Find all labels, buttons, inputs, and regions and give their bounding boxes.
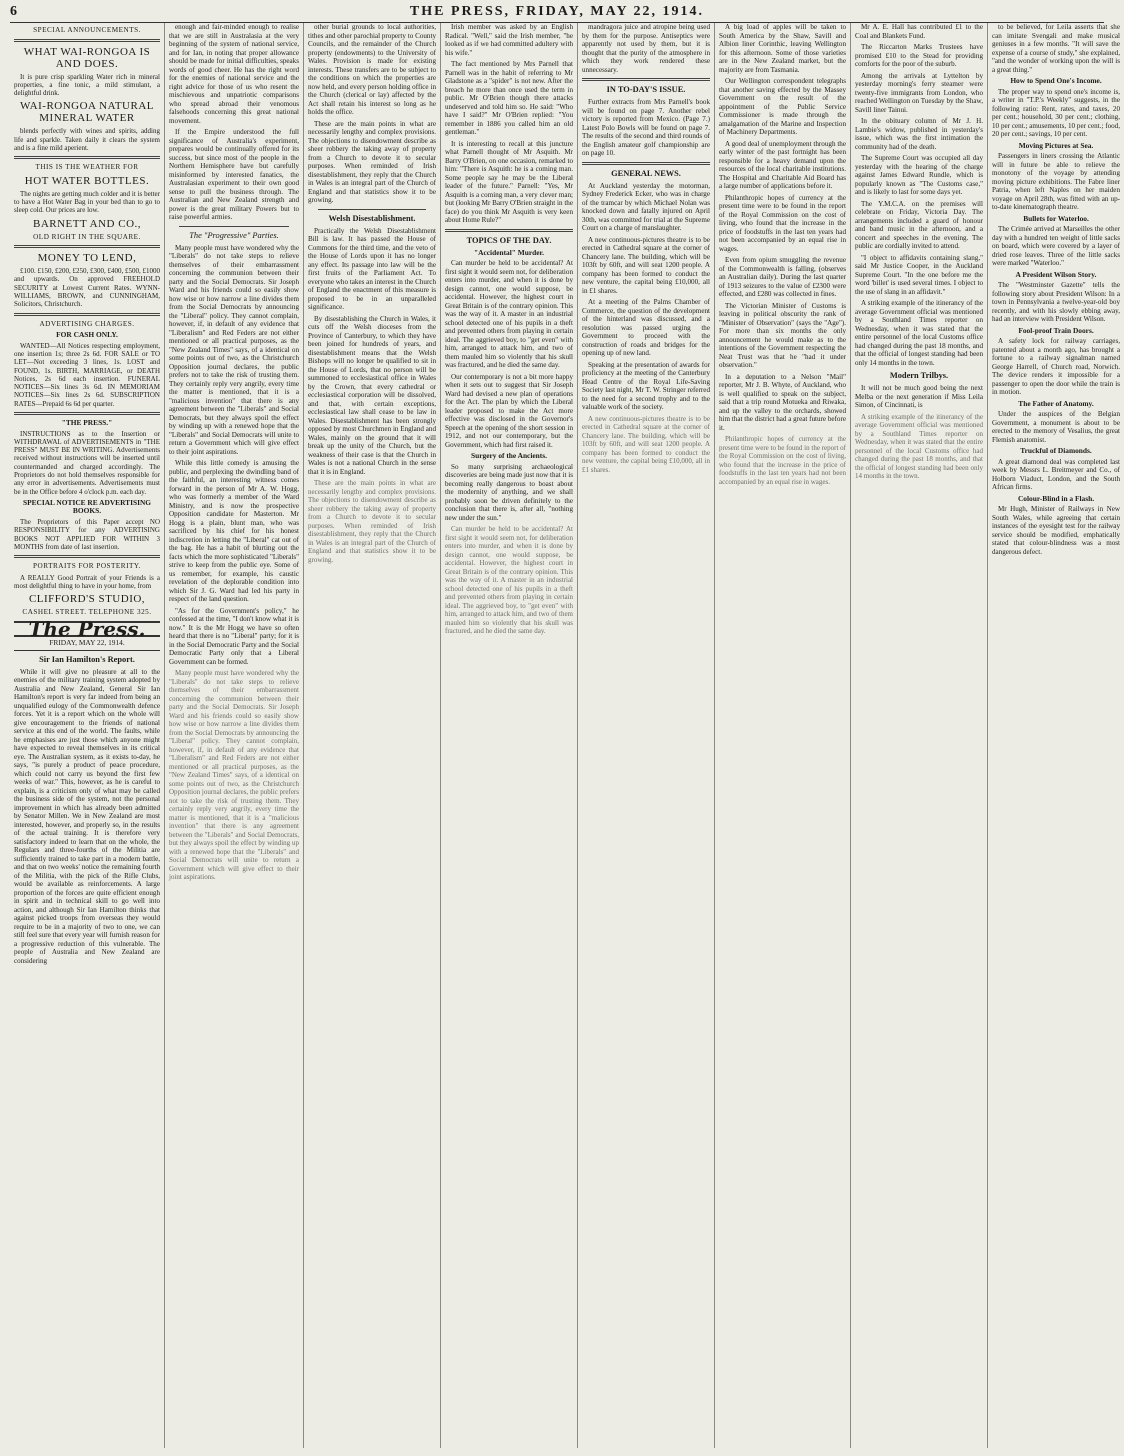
col6-para-7: In a deputation to a Nelson "Mail" reporter, Mr J. B. Whyte, of Auckland, who is well qualified to speak on the subject, said that a trip round Motueka and Riwaka, and up the valley to the orchards, showed him that the district had a great future before it. [719, 372, 846, 432]
col3-para-4: By disestablishing the Church in Wales, it cuts off the Welsh dioceses from the Province of Canterbury, to which they have been joined for hundreds of years, and disestablishment means that the Welsh Bishops will no longer be qualified to sit in the House of Lords, that no person will be summoned to ecclesiastical office in Wales by the Crown, that every cathedral or ecclesiastical corporation will be dissolved, and that, with certain exceptions, ecclesiastical law shall cease to be law in Wales. Disestablishment has been strongly opposed by most Churchmen in England and Wales, mainly on the ground that it will break up the unity of the Church, but the weakness of their case is that the Church in Wales is not a national Church in the sense that it is in England. [308, 314, 436, 476]
wai-rongoa-text: It is pure crisp sparkling Water rich in mineral properties, a fine tonic, a mild stimulant, a delightful drink. [14, 72, 160, 98]
col7-para-7: "I object to affidavits containing slang," said Mr Justice Cooper, in the Auckland Supreme Court. "In the one before me the word 'billet' is used several times. I object to the use of slang in an affidavit." [855, 253, 983, 296]
col6-continued: Philanthropic hopes of currency at the present time were to be found in the report of the Royal Commission on the cost of living, who found that the increase in the price of foodstuffs in the last ten years had not been accompanied by an equal rise in wages. [719, 435, 846, 486]
col2-para-2: If the Empire understood the full significance of Australia's experiment, prepares would be continually offered for its success, but since most of the people in the Northern Hemisphere have but carefully misinformed by interested fanatics, the Australasian experiment to their own good sense to pull the business through. The Australian and New Zealand strength and power is the great military Powers but to raise powerful armies. [169, 128, 299, 221]
advertising-charges-heading: ADVERTISING CHARGES. [39, 319, 135, 328]
column-5 [577, 23, 714, 1448]
col8-para-9: Mr Hugh, Minister of Railways in New South Wales, while agreeing that certain instances of the eyesight test for the railway service should be modified, emphatically stated that colour-blindness was a most dangerous defect. [992, 505, 1120, 556]
portraits-text: A REALLY Good Portrait of your Friends is a most delightful thing to have in your home, from [14, 573, 160, 590]
col3-para-3: Practically the Welsh Disestablishment Bill is law. It has passed the House of Commons for the third time, and the veto of the House of Lords upon it has no longer any effect. Its passage into law will be the first fruits of the Parliament Act. To everyone who takes an interest in the Church of England the enactment of this measure is proposed to be in an unparalleled significance. [308, 226, 436, 311]
col5-para-5: At a meeting of the Palms Chamber of Commerce, the question of the development of the hinterland was discussed, and a resolution was passed urging the Government to proceed with the construction of roads and bridges for the opening up of new land. [582, 298, 710, 357]
col2-para-3: Many people must have wondered why the "Liberals" do not take steps to relieve themselves of their embarrassment concerning the communion between their party and the Social Democrats. Sir Joseph Ward and his friends could so easily show how wise or how narrow a line divides them from the Social Democrats by announcing the "Liberal" policy. They cannot complain, however, if, in default of any evidence that "Liberalism" and Red Feders are not either mentioned or all practical purposes, as the "New Zealand Times" says, of a identical on some points out of two, as the Christchurch Opposition journal declares, the public prefers not to take the risk of trusting them. They certainly reply very angrily, every time the matter is mentioned, that it is a "malicious invention" that there is any agreement between the "Liberals" and Social Democrats, but they always spoil the effect by winding up with a renewed hope that the "Liberals" and Social Democrats will unite to return a Government which will give effect to their joint aspirations. [169, 243, 299, 456]
col3-para-2: These are the main points in what are necessarily lengthy and complex provisions. The objections to disendowment describe as sheer robbery the taking away of property from a Church to devote it to secular purposes. When reminded of Irish disestablishment, they reply that the Church in Wales is an integral part of the Church of England and that statistics show it to be growing. [308, 119, 436, 204]
masthead [10, 4, 1104, 23]
col4-para-4: Can murder be held to be accidental? At first sight it would seem not, for deliberation enters into murder, and when it is done by design cannot, one would suppose, be accidental. However, the highest court in Great Britain is of the contrary opinion. This was the way of it. A master in an industrial school detected one of his pupils in a theft and prevented others from playing in certain ideal. The aggrieved boy, to "get even" with him, arranged to attack him, and two of them mauled him so violently that his skull was fractured, and he died the same day. [445, 259, 573, 369]
col8-para-2: The proper way to spend one's income is, a writer in "T.P.'s Weekly" suggests, in the following ratio: Rent, rates, and taxes, 20 per cent.; household, 30 per cent.; clothing, 10 per cent.; amusements, 10 per cent.; food, 20 per cent.; savings, 10 per cent. [992, 87, 1120, 138]
welsh-disestablishment-heading: Welsh Disestablishment. [328, 213, 416, 223]
col2-continued: Many people must have wondered why the "Liberals" do not take steps to relieve themselves of their embarrassment concerning the communion between their party and the Social Democrats. Sir Joseph Ward and his friends could so easily show how wise or how narrow a line divides them from the Social Democrats by announcing the "Liberal" policy. They cannot complain, however, if, in default of any evidence that "Liberalism" and Red Feders are not either mentioned or all practical purposes, as the "New Zealand Times" says, of a identical on some points out of two, as the Christchurch Opposition journal declares, the public prefers not to take the risk of trusting them. They certainly reply very angrily, every time the matter is mentioned, that it is a "malicious invention" that there is any agreement between the "Liberals" and Social Democrats, but they always spoil the effect by winding up with a renewed hope that the "Liberals" and Social Democrats will unite to return a Government which will give effect to their joint aspirations. [169, 669, 299, 881]
col6-para-2: Our Wellington correspondent telegraphs that another saving effected by the Massey Government on the result of the appointment of the Public Service Commissioner is made through the amalgamation of the Marine and Inspection of Machinery Departments. [719, 77, 846, 136]
col8-para-1: to be believed, for Leila asserts that she can imitate Svengali and make musical geniuses in a few months. "It will save the expense of a course of study," she explained, "and the wonder of working upon the will is a great thing." [992, 23, 1120, 74]
cliffords-address: CASHEL STREET. TELEPHONE 325. [22, 608, 152, 617]
col6-para-5: Even from opium smuggling the revenue of the Commonwealth is falling, (observes an Australian daily). During the last quarter of 1913 seizures to the value of £2300 were effected, and £280 was collected in fines. [719, 256, 846, 298]
col2-para-5: "As for the Government's policy," he confessed at the time, "I don't know what it is now." It is the Mr Hogg we have so often heard that there is no "Liberal" party; for it is in the Social Democratic Party and the Social Democratic Party only that a Liberal Government can be formed. [169, 606, 299, 666]
dateline: FRIDAY, MAY 22, 1914. [14, 639, 160, 651]
spend-income-subhead: How to Spend One's Income. [1010, 76, 1102, 85]
col3-continued: These are the main points in what are necessarily lengthy and complex provisions. The objections to disendowment describe as sheer robbery the taking away of property from a Church to devote it to secular purposes. When reminded of Irish disestablishment, they reply that the Church in Wales is an integral part of the Church of England and that statistics show it to be growing. [308, 479, 436, 564]
wai-rongoa-heading: WHAT WAI-RONGOA IS AND DOES. [23, 45, 151, 70]
col6-para-6: The Victorian Minister of Customs is leaving in political obscurity the rank of "Minister of Observation" (says the "Age"). For more than six months the only announcement he would make as to the intentions of the Government respecting the Neat Trust was that he "had it under observation." [719, 301, 846, 369]
col4-para-1: Irish member was asked by an English Radical. "Well," said the Irish member, "he looked as if we had committed adultery with his wife." [445, 23, 573, 57]
portraits-heading: PORTRAITS FOR POSTERITY. [33, 562, 141, 571]
col6-para-1: A big load of apples will be taken to South America by the Shaw, Savill and Albion liner Corinthic, leaving Wellington for this afternoon. Some of those varieties are in the New Zealand market, but the majority are from Tasmania. [719, 23, 846, 74]
progressive-parties-heading: The "Progressive" Parties. [189, 230, 279, 240]
col4-para-5: Our contemporary is not a bit more happy when it sets out to suggest that Sir Joseph Ward had devised a new plan of operations for the Act. The plan by which the Liberal leader proposed to make the Act more effective was disclosed in the Governor's Speech at the opening of the short session in 1912, and not our contemporary, but the Government, which had first raised it. [445, 372, 573, 449]
col7-para-2: The Riccarton Marks Trustees have promised £10 to the Stead for providing comforts for the poor of the suburb. [855, 43, 983, 68]
money-to-lend-text: £100. £150, £200, £250, £300, £400, £500, £1000 and upwards. On approved FREEHOLD SECURITY at Lowest Current Rates. WYNN-WILLIAMS, BROWN, and CUNNINGHAM, Solicitors, Christchurch. [14, 267, 160, 309]
column-1 [10, 23, 164, 1448]
train-doors-subhead: Fool-proof Train Doors. [1018, 325, 1094, 335]
column-7 [850, 23, 987, 1448]
col7-para-1: Mr A. E. Hall has contributed £1 to the Coal and Blankets Fund. [855, 23, 983, 40]
col3-para-1: other burial grounds to local authorities, tithes and other parochial property to County Councils, and the remainder of the Church property (endowments) to the University of Wales. Provision is made for existing interests. These transfers are to be subject to the conditions on which the properties are now held, and every person holding office in the Church (clerical or lay) affected by the Act shall retain his interest so long as he holds the office. [308, 23, 436, 116]
col7-para-3: Among the arrivals at Lyttelton by yesterday morning's ferry steamer were twenty-five immigrants from London, who reached Wellington on Tuesday by the Shaw, Savill liner Tainui. [855, 71, 983, 114]
cliffords-studio: CLIFFORD'S STUDIO, [28, 593, 146, 606]
barnett-firm: BARNETT AND CO., [32, 217, 142, 230]
wai-rongoa-text-2: blends perfectly with wines and spirits, adding life and sparkle. Taken daily it clears the system and is a fine mild aperient. [14, 127, 160, 152]
col5-para-3: At Auckland yesterday the motorman, Sydney Frederick Ecker, who was in charge of the tramcar by which Michael Nolan was knocked down and fatally injured on April 30th, was committed for trial at the Supreme Court on a charge of manslaughter. [582, 181, 710, 232]
father-anatomy-subhead: The Father of Anatomy. [1018, 398, 1094, 408]
col5-continued: A new continuous-pictures theatre is to be erected in Cathedral square at the corner of Chancery lane. The building, which will be 103ft by 60ft, and will seat 1200 people. A company has been formed to conduct the new venture, the capital being £10,000, all in £1 shares. [582, 414, 710, 474]
col6-para-4: Philanthropic hopes of currency at the present time were to be found in the report of the Royal Commission on the cost of living, who found that the increase in the price of foodstuffs in the last ten years had not been accompanied by an equal rise in wages. [719, 193, 846, 253]
col4-continued: Can murder be held to be accidental? At first sight it would seem not, for deliberation enters into murder, and when it is done by design cannot, one would suppose, be accidental. However, the highest court in Great Britain is of the contrary opinion. This was the way of it. A master in an industrial school detected one of his pupils in a theft and prevented others from playing in certain ideal. The aggrieved boy, to "get even" with him, arranged to attack him, and two of them mauled him so violently that his skull was fractured, and he died the same day. [445, 525, 573, 635]
colour-blind-subhead: Colour-Blind in a Flash. [1017, 493, 1095, 503]
the-press-banner: The Press. [14, 621, 160, 638]
advertising-charges-text: WANTED—All Notices respecting employment, one insertion 1s; three 2s 6d. FOR SALE or TO LET—Not exceeding 3 lines, 1s. LOST and FOUND, 1s. BIRTH, MARRIAGE, or DEATH Notices, 2s 6d each insertion. FUNERAL NOTICES—Six lines 3s 6d. IN MEMORIAM NOTICES—Six lines 2s 6d. SUBSCRIPTION RATES—Prepaid 6s 6d per quarter. [14, 341, 160, 408]
col8-para-8: A great diamond deal was completed last week by Messrs L. Breitmeyer and Co., of Holborn Viaduct, London, and the South African firms. [992, 457, 1120, 491]
col7-para-8: A striking example of the itinerancy of the average Government official was mentioned by a Southland Times reporter on Wednesday, when it was stated that the entire personnel of the local Customs office had changed during the past 18 months, and that the official of longest standing had been only 14 months in the town. [855, 299, 983, 367]
col8-para-5: The "Westminster Gazette" tells the following story about President Wilson: In a town in Pennsylvania a twelve-year-old boy recently, and with his slowly ebbing away, had an interview with President Wilson. [992, 281, 1120, 323]
general-news-heading: GENERAL NEWS. [611, 168, 681, 178]
wai-rongoa-heading-2: WAI-RONGOA NATURAL MINERAL WATER [20, 100, 154, 125]
col7-continued: A striking example of the itinerancy of the average Government official was mentioned by a Southland Times reporter on Wednesday, when it was stated that the entire personnel of the local Customs office had changed during the past 18 months, and that the official of longest standing had been only 14 months in the town. [855, 412, 983, 480]
column-2 [164, 23, 303, 1448]
col5-para-4: A new continuous-pictures theatre is to be erected in Cathedral square at the corner of Chancery lane. The building, which will be 103ft by 60ft, and will seat 1200 people. A company has been formed to conduct the new venture, the capital being £10,000, all in £1 shares. [582, 235, 710, 295]
hot-water-text: The nights are getting much colder and it is better to have a Hot Water Bag in your bed than to go to sleep cold. Our prices are low. [14, 189, 160, 215]
accidental-murder-subhead: "Accidental" Murder. [474, 247, 544, 257]
press-notice-text: INSTRUCTIONS as to the Insertion or WITHDRAWAL of ADVERTISEMENTS in "THE PRESS" MUST BE IN WRITING. Advertisements received without instructions will be inserted until countermanded and charged accordingly. The Proprietors do not hold themselves responsible for any error in advertisements. Advertisements must be in the Office before 4 o'clock p.m. each day. [14, 429, 160, 496]
col8-para-6: A safety lock for railway carriages, patented about a month ago, has brought a fortune to a railway signalman named George Harrell, of Church road, Norwich. The device renders it impossible for a passenger to open the door while the train is in motion. [992, 337, 1120, 396]
bullets-waterloo-subhead: Bullets for Waterloo. [1023, 213, 1089, 223]
page-number: 6 [10, 4, 18, 19]
topics-of-the-day-heading: TOPICS OF THE DAY. [466, 235, 552, 245]
leader-heading: Sir Ian Hamilton's Report. [39, 654, 135, 664]
advertising-books-heading: SPECIAL NOTICE RE ADVERTISING BOOKS. [22, 497, 152, 516]
col8-para-3: Passengers in liners crossing the Atlantic will in future be able to relieve the monotony of the voyage by attending moving picture exhibitions. The Fabre liner Patria, when left Naples on her maiden voyage on April 28th, was fitted with an up-to-date kinematograph theatre. [992, 152, 1120, 211]
cash-only-label: FOR CASH ONLY. [56, 330, 118, 340]
col4-para-3: It is interesting to recall at this juncture what Parnell thought of Mr Asquith. Mr Barry O'Brien, on one occasion, remarked to him: "There is Asquith: he is a coming man. Some people say he may be the Liberal leader of the future." Parnell: "Yes, Mr Asquith is a coming man, a very clever man; but (looking Mr Barry O'Brien straight in the face) do you think Mr Asquith is very keen about Home Rule?" [445, 139, 573, 224]
col4-para-6: So many surprising archaeological discoveries are being made just now that it is becoming really dangerous to boast about the modernity of anything, and we shall probably soon be driven definitely to the conclusion that there is, after all, "nothing new under the sun." [445, 462, 573, 522]
wilson-story-subhead: A President Wilson Story. [1015, 269, 1097, 279]
weather-line: THIS IS THE WEATHER FOR [35, 163, 139, 172]
col5-para-6: Speaking at the presentation of awards for proficiency at the meeting of the Canterbury Head Centre of the Royal Life-Saving Society last night, Mr T. W. Stringer referred to the need for a second trophy and to the valuable work of the society. [582, 360, 710, 411]
column-8 [987, 23, 1124, 1448]
barnett-address: OLD RIGHT IN THE SQUARE. [33, 232, 141, 241]
masthead-title: THE PRESS, FRIDAY, MAY 22, 1914. [409, 4, 705, 19]
money-to-lend-heading: MONEY TO LEND, [37, 252, 137, 265]
special-announcements-heading: SPECIAL ANNOUNCEMENTS. [33, 26, 141, 34]
column-4 [440, 23, 577, 1448]
col7-para-9: It will not be much good being the next Melba or the next generation if Miss Leila Simon, of Cincinnati, is [855, 384, 983, 409]
col8-para-7: Under the auspices of the Belgian Government, a monument is about to be erected to the memory of Vesalius, the great Flemish anatomist. [992, 410, 1120, 444]
col5-para-1: mandragora juice and atropine being used by them for the purpose. Antiseptics were apparently not used by them, but it is thought that the purity of the atmosphere in which they work rendered these unnecessary. [582, 23, 710, 74]
col6-para-3: A good deal of unemployment through the early winter of the past fortnight has been responsible for a heavy demand upon the resources of the local charitable institutions. The Hospital and Charitable Aid Board has a large number of applications before it. [719, 139, 846, 190]
col7-para-4: In the obituary column of Mr J. H. Lambie's widow, published in yesterday's issue, which was the first intimation the community had of the death. [855, 117, 983, 151]
advertising-books-text: The Proprietors of this Paper accept NO RESPONSIBILITY for any ADVERTISING BOOKS NOT APPLIED FOR WITHIN 3 MONTHS from date of last insertion. [14, 517, 160, 551]
surgery-ancients-subhead: Surgery of the Ancients. [471, 451, 547, 460]
col5-para-2: Further extracts from Mrs Parnell's book will be found on page 7. Another rebel victory is reported from Mexico. (Page 7.) Latest Polo Bowls will be found on page 7. The results of the second and third rounds of the English amateur golf championship are on page 10. [582, 98, 710, 157]
col4-para-2: The fact mentioned by Mrs Parnell that Parnell was in the habit of referring to Mr Gladstone as a "spider" is not new. After the breach he more than once used the term in public. Mr O'Brien though there attacks undeserved and told him so. He said: "Who have I said?" Mr O'Brien replied: "You remember in 1886 you called him an old gentleman." [445, 60, 573, 136]
col7-para-6: The Y.M.C.A. on the premises will celebrate on Friday, Victoria Day. The arrangements included a guard of honour and band music in the afternoon, and a concert and speeches in the evening. The public are cordially invited to attend. [855, 199, 983, 250]
columns [10, 23, 1120, 1448]
col7-para-5: The Supreme Court was occupied all day yesterday with the hearing of the charge against James Edward Rundle, which is popularly known as "The Customs case," and is likely to last for some days yet. [855, 154, 983, 196]
moving-pictures-subhead: Moving Pictures at Sea. [1018, 140, 1094, 150]
press-notice-heading: "THE PRESS." [61, 418, 113, 428]
in-todays-issue-heading: IN TO-DAY'S ISSUE. [606, 85, 686, 94]
column-3 [303, 23, 440, 1448]
modern-trilbys-heading: Modern Trilbys. [889, 371, 949, 380]
hot-water-heading: HOT WATER BOTTLES. [24, 174, 150, 187]
col8-para-4: The Crimée arrived at Marseilles the other day with a hundred ten weight of little sacks on board, which were covered by a layer of dried rose leaves. Three of the little sacks were marked "Waterloo." [992, 225, 1120, 267]
leader-text: While it will give no pleasure at all to the enemies of the military training system adopted by Australia and New Zealand, General Sir Ian Hamilton's report is very far indeed from being an unqualified eulogy of the Commonwealth defence forces. Yet it is a report which on the whole will give encouragement to the friends of national service at this end of the world. The faults, while he emphasises are just those which anyone might have expected to reveal themselves in its critical eye. The Australian system, as it exists to-day, he says, "is purely a product of peace procedure, which could not carry us beyond the first few weeks of war." This, however, as he is careful to explain, is a criticism only of what may be called the business side of the system, not the personal improvement in which has already been admitted by Senator Millen. We in New Zealand are most interested, however, and properly so, in the results of the actual training. It is therefore very satisfactory indeed to learn that on the whole, the Regulars and three-fourths of the Militia are sufficiently trained to take part in a modern battle, and that on two weeks' notice the remaining fourth of the Militia, with the pick of the Rifle Clubs, would be available as reinforcements. A large proportion of the forces are quite efficient enough in spirit and in technical skill to go well into action, and although Sir Ian Hamilton thinks that against picked troops from overseas they would require to be in a majority of two to one, we can still feel sure that every year will furnish reason for a progressive reduction of this vulnerable. The people of Australia and New Zealand are considering [14, 667, 160, 965]
col2-para-4: While this little comedy is amusing the public, and perplexing the dwindling band of the faithful, an interesting witness comes forward in the person of Mr A. W. Hogg, who was formerly a member of the Ward Ministry, and is now the prospective Opposition candidate for Masterton. Mr Hogg is a plain, blunt man, who was sacrificed by his chief for his honest indiscretion in letting the "Liberal" cat out of the bag. He has a habit of blurting out the facts which the more sophisticated "Liberals" strive to keep from the public eye. Some of us remember, for example, his caustic revelation of the deplorable condition into which Sir J. G. Ward had led his party in respect of the land question. [169, 459, 299, 603]
truckful-diamonds-subhead: Truckful of Diamonds. [1020, 446, 1092, 455]
column-6 [714, 23, 850, 1448]
col2-para-1: enough and fair-minded enough to realise that we are still in Australasia at the very beginning of the system of national service, and for Ian, in noting that proper allowance should be made for initial difficulties, speaks words of good cheer. He has the right word for the enemies of national service and the right advice for those of us who resent the mischievous and unpatriotic comparisons who spread abroad their venomous falsehoods concerning this great national movement. [169, 23, 299, 125]
